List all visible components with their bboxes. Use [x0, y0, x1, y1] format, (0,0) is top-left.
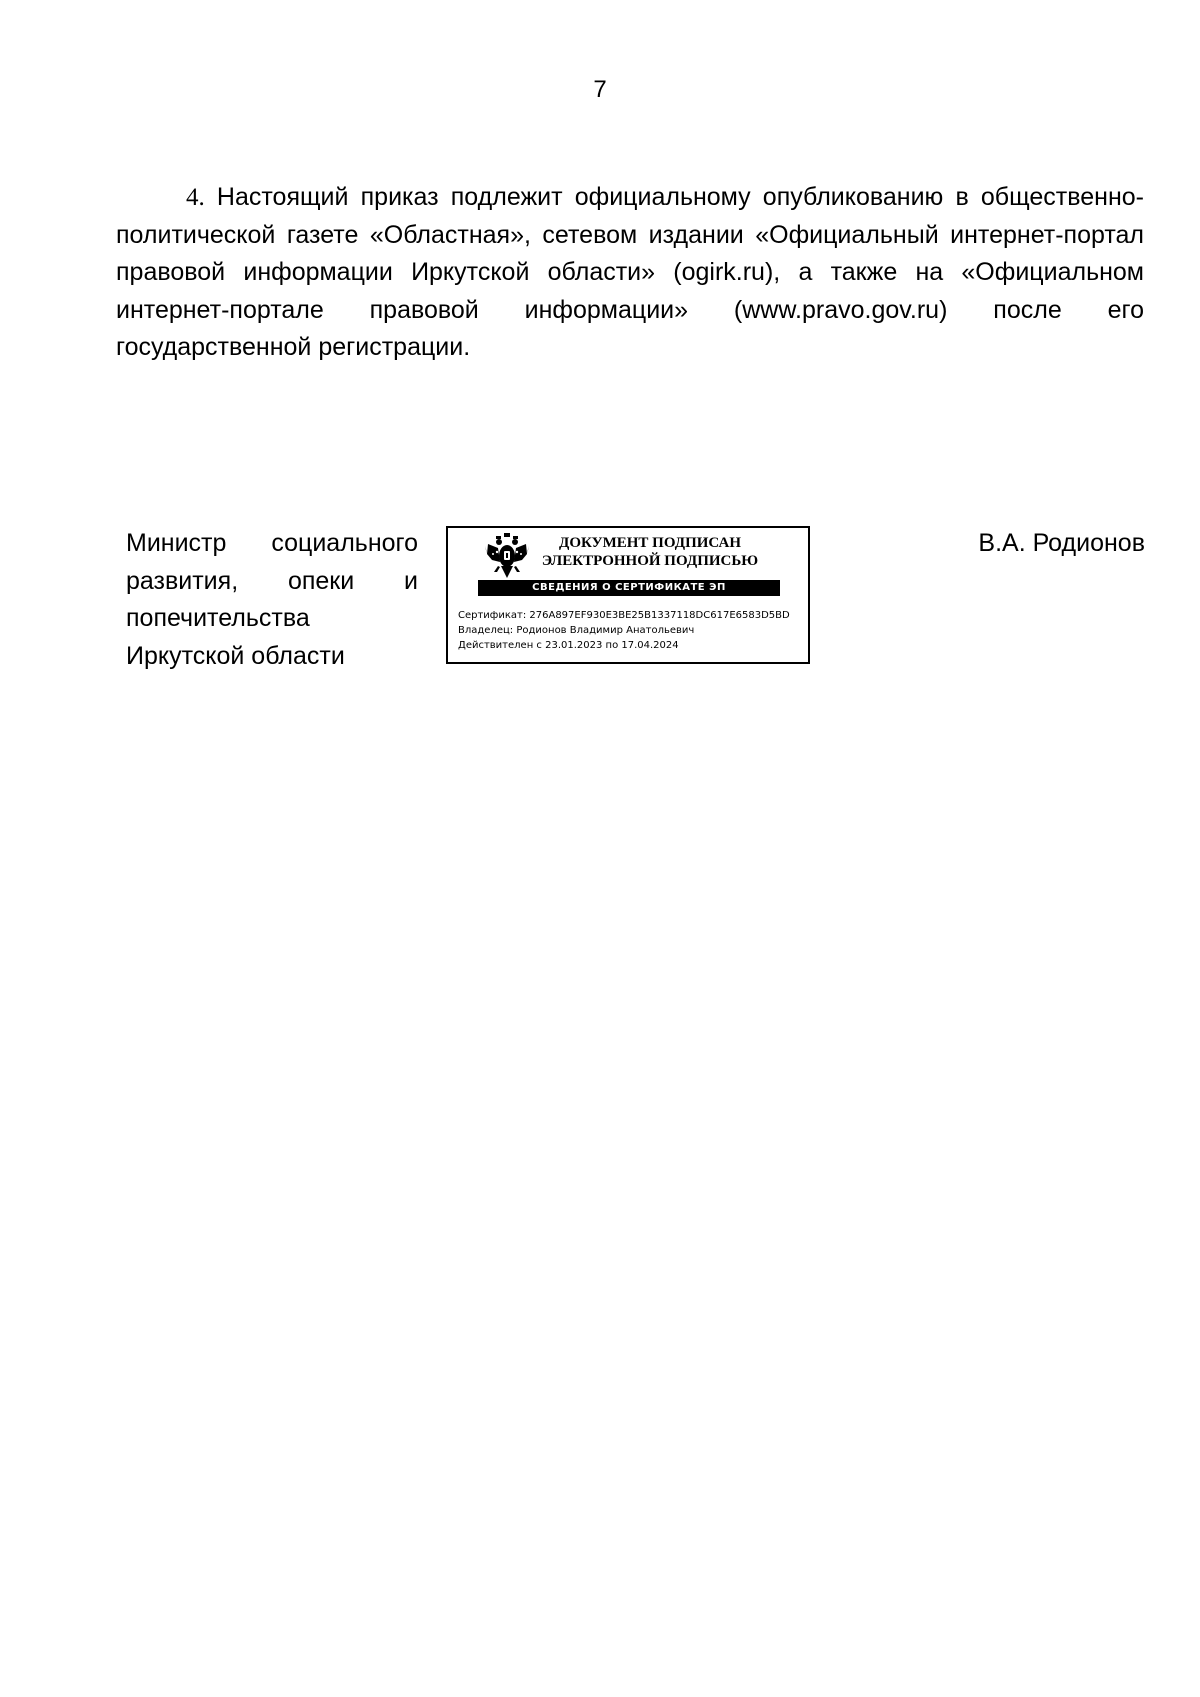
paragraph-text: Настоящий приказ подлежит официальному опубликованию в общественно-политической газете «Областная», сетевом издании «Официальный интернет-портал правовой информации Иркутской области» (ogirk.ru), а также на «Официальном интернет-портале правовой информации» (www.pravo.gov.ru) после его государственной регистрации.	[116, 183, 1144, 361]
electronic-signature-stamp	[446, 526, 810, 664]
signatory-title-line: Министр социального	[126, 529, 418, 557]
certificate-number: Сертификат: 276A897EF930E3BE25B1337118DC617E6583D5BD	[458, 610, 790, 621]
body-paragraph	[116, 179, 1144, 367]
signatory-title-line: развития, опеки и	[126, 566, 418, 595]
certificate-validity: Действителен с 23.01.2023 по 17.04.2024	[458, 640, 679, 651]
stamp-heading-line: ДОКУМЕНТ ПОДПИСАН	[559, 535, 741, 551]
stamp-heading	[540, 534, 760, 570]
russian-coat-of-arms-eagle-icon	[484, 532, 530, 580]
certificate-details	[458, 608, 790, 653]
certificate-owner: Владелец: Родионов Владимир Анатольевич	[458, 625, 695, 636]
paragraph-number: 4.	[186, 184, 205, 211]
stamp-heading-line: ЭЛЕКТРОННОЙ ПОДПИСЬЮ	[541, 553, 759, 569]
signatory-title-line: Иркутской области	[126, 641, 345, 670]
signatory-title	[126, 525, 418, 675]
signatory-name: В.А. Родионов	[978, 529, 1145, 557]
certificate-info-bar: СВЕДЕНИЯ О СЕРТИФИКАТЕ ЭП	[478, 580, 780, 596]
page-number: 7	[593, 76, 607, 103]
signatory-title-line: попечительства	[126, 604, 310, 632]
